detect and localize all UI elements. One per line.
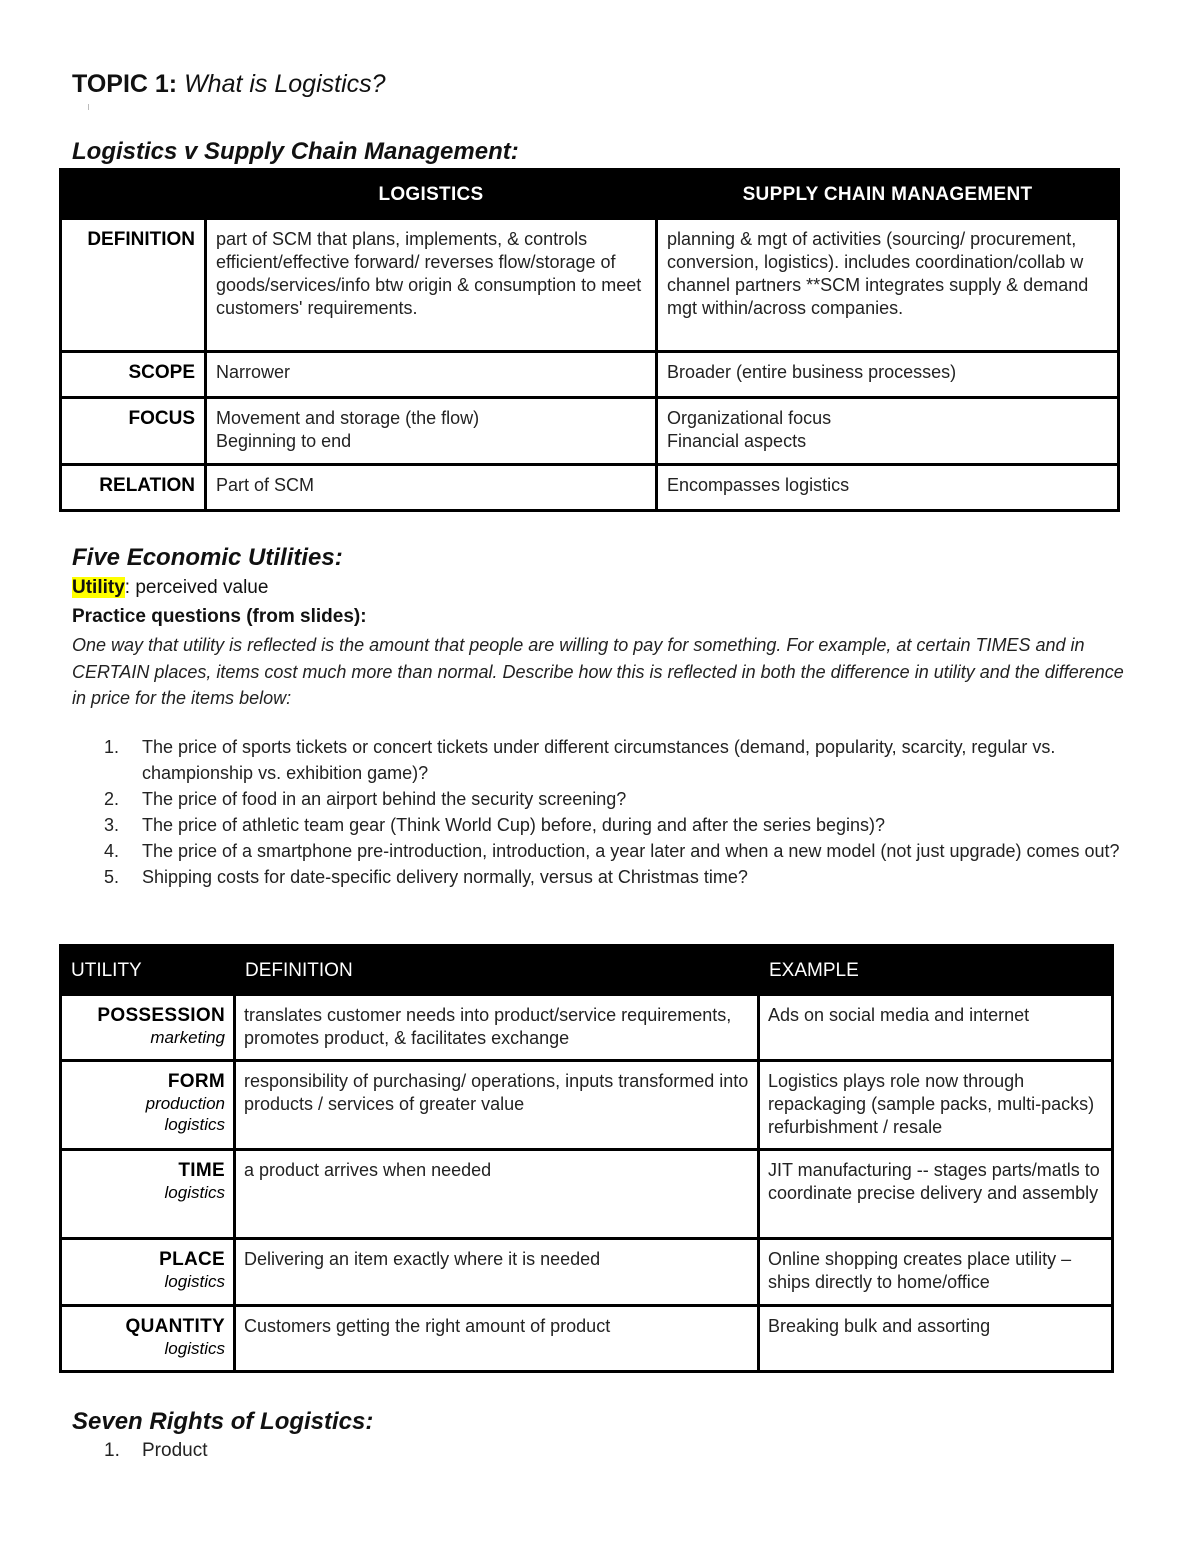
utility-label-cell <box>61 995 235 1061</box>
list-number: 1. <box>104 1440 120 1461</box>
utility-owner-secondary: logistics <box>164 1115 225 1134</box>
section3-heading: Seven Rights of Logistics: <box>72 1408 374 1435</box>
header-logistics: LOGISTICS <box>206 170 657 219</box>
list-item <box>104 864 1124 890</box>
header-empty <box>61 170 206 219</box>
definition-cell: a product arrives when needed <box>235 1150 759 1239</box>
definition-cell: Delivering an item exactly where it is needed <box>235 1239 759 1306</box>
header-definition: DEFINITION <box>235 946 759 995</box>
list-item <box>104 734 1124 786</box>
row-label: SCOPE <box>61 352 206 398</box>
seven-rights-list <box>104 1440 207 1462</box>
example-cell: Online shopping creates place utility – ships directly to home/office <box>759 1239 1113 1306</box>
topic-title <box>72 70 386 99</box>
logistics-cell <box>206 398 657 465</box>
table-row <box>61 1150 1113 1239</box>
list-number: 5. <box>104 867 120 887</box>
scm-cell: planning & mgt of activities (sourcing/ procurement, conversion, logistics). includes coordination/collab w channel partners **SCM integrates supply & demand mgt within/across companies. <box>657 219 1119 352</box>
question-text: The price of athletic team gear (Think World Cup) before, during and after the series begins)? <box>142 815 886 835</box>
question-text: The price of a smartphone pre-introduction, introduction, a year later and when a new model (not just upgrade) comes out? <box>142 841 1120 861</box>
utility-def-text: : perceived value <box>124 577 269 598</box>
section1-heading: Logistics v Supply Chain Management: <box>72 138 519 165</box>
practice-prompt: One way that utility is reflected is the amount that people are willing to pay for something. For example, at certain TIMES and in CERTAIN places, items cost much more than normal. Describe how this is reflected in both the difference in utility and the difference in price for the items below: <box>72 635 1124 708</box>
cursor-mark <box>88 104 89 110</box>
logistics-line: Beginning to end <box>216 431 352 451</box>
question-text: The price of food in an airport behind the security screening? <box>142 789 627 809</box>
example-cell: Ads on social media and internet <box>759 995 1113 1061</box>
utility-owner: production <box>145 1094 225 1113</box>
list-number: 3. <box>104 815 120 835</box>
definition-cell: responsibility of purchasing/ operations, inputs transformed into products / services of greater value <box>235 1061 759 1150</box>
table-row <box>61 219 1119 352</box>
table-row <box>61 1306 1113 1372</box>
section2-heading: Five Economic Utilities: <box>72 544 343 571</box>
table-header-row <box>61 170 1119 219</box>
utility-term-highlight: Utility <box>72 577 125 598</box>
table-row <box>61 1061 1113 1150</box>
right-text: Product <box>142 1440 208 1461</box>
logistics-line: Movement and storage (the flow) <box>216 408 480 428</box>
economic-utilities-table <box>59 944 1114 1373</box>
definition-cell: Customers getting the right amount of product <box>235 1306 759 1372</box>
header-scm: SUPPLY CHAIN MANAGEMENT <box>657 170 1119 219</box>
utility-name: TIME <box>178 1160 225 1181</box>
utility-definition <box>72 577 268 599</box>
question-text: The price of sports tickets or concert tickets under different circumstances (demand, popularity, scarcity, regular vs. championship vs. exhibition game)? <box>142 737 1056 783</box>
topic-name: What is Logistics? <box>184 70 386 98</box>
scm-cell: Encompasses logistics <box>657 465 1119 511</box>
header-example: EXAMPLE <box>759 946 1113 995</box>
list-item <box>104 812 1124 838</box>
list-number: 1. <box>104 737 120 757</box>
utility-name: PLACE <box>159 1249 225 1270</box>
list-number: 2. <box>104 789 120 809</box>
row-label: RELATION <box>61 465 206 511</box>
table-row <box>61 1239 1113 1306</box>
list-item <box>104 786 1124 812</box>
utility-owner: logistics <box>164 1272 225 1291</box>
practice-heading: Practice questions (from slides): <box>72 606 367 627</box>
scm-cell: Broader (entire business processes) <box>657 352 1119 398</box>
logistics-cell: Part of SCM <box>206 465 657 511</box>
table-row <box>61 465 1119 511</box>
utility-label-cell <box>61 1061 235 1150</box>
practice-question-list <box>104 734 1124 890</box>
utility-name: QUANTITY <box>125 1316 225 1337</box>
scm-cell <box>657 398 1119 465</box>
logistics-vs-scm-table <box>59 168 1120 512</box>
table-row <box>61 352 1119 398</box>
example-cell: Breaking bulk and assorting <box>759 1306 1113 1372</box>
utility-owner: logistics <box>164 1183 225 1202</box>
example-cell: Logistics plays role now through repackaging (sample packs, multi-packs) refurbishment / resale <box>759 1061 1113 1150</box>
utility-label-cell <box>61 1239 235 1306</box>
header-utility: UTILITY <box>61 946 235 995</box>
utility-label-cell <box>61 1150 235 1239</box>
example-cell: JIT manufacturing -- stages parts/matls to coordinate precise delivery and assembly <box>759 1150 1113 1239</box>
list-number: 4. <box>104 841 120 861</box>
table-header-row <box>61 946 1113 995</box>
logistics-cell: part of SCM that plans, implements, & controls efficient/effective forward/ reverses flow/storage of goods/services/info btw origin & consumption to meet customers' requirements. <box>206 219 657 352</box>
utility-name: FORM <box>167 1071 225 1092</box>
utility-name: POSSESSION <box>97 1005 225 1026</box>
utility-owner: logistics <box>164 1339 225 1358</box>
scm-line: Financial aspects <box>667 431 807 451</box>
definition-cell: translates customer needs into product/service requirements, promotes product, & facilitates exchange <box>235 995 759 1061</box>
scm-line: Organizational focus <box>667 408 832 428</box>
utility-label-cell <box>61 1306 235 1372</box>
utility-owner: marketing <box>150 1028 225 1047</box>
row-label: FOCUS <box>61 398 206 465</box>
logistics-cell: Narrower <box>206 352 657 398</box>
table-row <box>61 995 1113 1061</box>
topic-label: TOPIC 1: <box>72 70 178 98</box>
list-item <box>104 1440 207 1462</box>
row-label: DEFINITION <box>61 219 206 352</box>
table-row <box>61 398 1119 465</box>
question-text: Shipping costs for date-specific delivery normally, versus at Christmas time? <box>142 867 748 887</box>
list-item <box>104 838 1124 864</box>
